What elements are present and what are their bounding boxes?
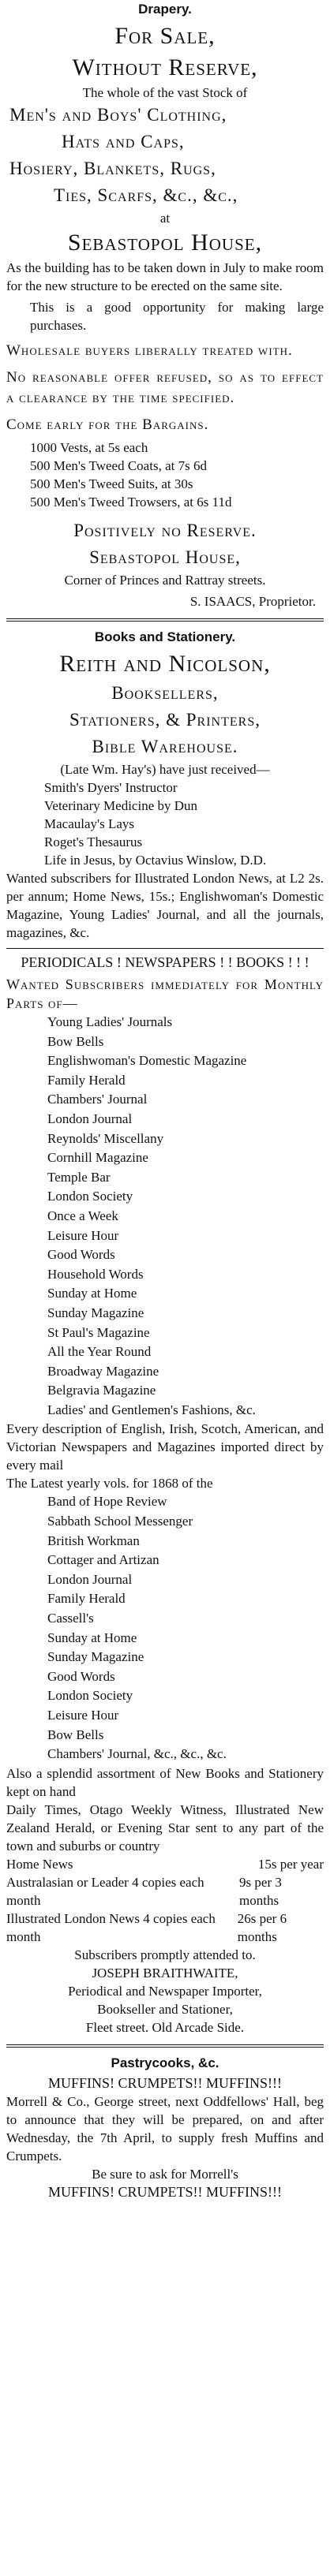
- list-item: Ladies' and Gentlemen's Fashions, &c.: [47, 1402, 256, 1417]
- list-item: Englishwoman's Domestic Magazine: [47, 1053, 247, 1069]
- list-item: Bow Bells: [47, 1727, 104, 1742]
- late-hay-line: (Late Wm. Hay's) have just received—: [60, 762, 270, 777]
- price-value: 9s per 3 months: [239, 1874, 282, 1908]
- stock-intro: The whole of the vast Stock of: [82, 85, 248, 100]
- list-item: Family Herald: [47, 1072, 126, 1088]
- ask-for-morrells: Be sure to ask for Morrell's: [92, 2166, 238, 2182]
- building-notice: As the building has to be taken down in July to make room for the new structure to be erected on the same site.: [6, 260, 324, 293]
- monthly-parts-list: [6, 1013, 324, 1420]
- latest-vols-text: The Latest yearly vols. for 1868 of the: [6, 1476, 213, 1491]
- proprietor-name: JOSEPH BRAITHWAITE,: [92, 1965, 238, 1981]
- list-item: Broadway Magazine: [47, 1363, 159, 1379]
- list-item: Reynolds' Miscellany: [47, 1130, 164, 1146]
- list-item: Family Herald: [47, 1591, 126, 1607]
- list-item: London Journal: [47, 1571, 133, 1587]
- received-item: Veterinary Medicine by Dun: [44, 798, 198, 813]
- list-item: Cornhill Magazine: [47, 1150, 148, 1166]
- received-item: Life in Jesus, by Octavius Winslow, D.D.: [44, 853, 267, 868]
- price-value: 15s per year: [257, 1856, 324, 1872]
- price-label: Home News: [6, 1856, 73, 1872]
- corner-address: Corner of Princes and Rattray streets.: [64, 573, 266, 588]
- positively-no-reserve: Positively no Reserve.: [73, 521, 257, 540]
- morrell-notice: Morrell & Co., George street, next Oddfellows' Hall, beg to announce that they will be prepared, on and after Wednesday, the 7th April, to supply fresh Muffins and Crumpets.: [6, 2093, 324, 2163]
- wanted-intro: Wanted Subscribers immediately for Monthly Parts of—: [6, 976, 324, 1011]
- yearly-vols-list: [6, 1492, 324, 1764]
- list-item: All the Year Round: [47, 1344, 152, 1360]
- received-item: Smith's Dyers' Instructor: [44, 780, 178, 795]
- price-value: 26s per 6 months: [237, 1910, 287, 1944]
- bargain-item: 500 Men's Tweed Coats, at 7s 6d: [30, 458, 207, 473]
- firm-name: Reith and Nicolson,: [59, 651, 271, 677]
- list-item: Bow Bells: [47, 1033, 104, 1049]
- list-item: London Journal: [47, 1111, 133, 1126]
- wholesale-notice: Wholesale buyers liberally treated with.: [6, 342, 293, 359]
- stock-item-hosiery: Hosiery, Blankets, Rugs,: [9, 159, 216, 178]
- list-item: Household Words: [47, 1266, 144, 1282]
- list-item: Sunday Magazine: [47, 1305, 144, 1320]
- no-offer-notice: No reasonable offer refused, so as to effect a clearance by the time specified.: [6, 369, 324, 406]
- list-item: Sunday at Home: [47, 1286, 137, 1301]
- stock-item-hats: Hats and Caps,: [62, 132, 185, 151]
- list-item: Sabbath School Messenger: [47, 1514, 193, 1529]
- list-item: Good Words: [47, 1247, 115, 1263]
- muffins-heading: MUFFINS! CRUMPETS!! MUFFINS!!!: [47, 2074, 283, 2091]
- list-item: Belgravia Magazine: [47, 1383, 156, 1398]
- importer-line: Periodical and Newspaper Importer,: [68, 1983, 262, 1999]
- price-row: [6, 1873, 324, 1910]
- proprietor-signature: S. ISAACS, Proprietor.: [189, 594, 316, 609]
- sebastopol-house-title: Sebastopol House,: [67, 230, 263, 256]
- list-item: Leisure Hour: [47, 1708, 119, 1723]
- list-item: British Workman: [47, 1533, 140, 1548]
- bargain-item: 500 Men's Tweed Suits, at 30s: [30, 476, 193, 491]
- bookseller-line: Bookseller and Stationer,: [97, 2001, 233, 2017]
- section-divider: [6, 618, 324, 622]
- books-heading: Books and Stationery.: [94, 629, 236, 644]
- for-sale-title: For Sale,: [114, 23, 216, 49]
- at-text: at: [159, 211, 171, 226]
- address-line: Fleet street. Old Arcade Side.: [85, 2019, 245, 2035]
- periodicals-heading: PERIODICALS ! NEWSPAPERS ! ! BOOKS ! ! !: [21, 954, 309, 970]
- list-item: Band of Hope Review: [47, 1494, 167, 1510]
- section-divider: [6, 2044, 324, 2048]
- price-row: [6, 1855, 324, 1873]
- muffins-footer: MUFFINS! CRUMPETS!! MUFFINS!!!: [47, 2183, 283, 2200]
- list-item: Sunday Magazine: [47, 1649, 144, 1665]
- list-item: London Society: [47, 1688, 133, 1704]
- price-label: Australasian or Leader 4 copies each month: [6, 1874, 204, 1908]
- without-reserve-title: Without Reserve,: [72, 54, 258, 80]
- list-item: St Paul's Magazine: [47, 1324, 150, 1340]
- subscribers-attended: Subscribers promptly attended to.: [74, 1947, 256, 1962]
- opportunity-notice: This is a good opportunity for making large purchases.: [30, 300, 324, 333]
- drapery-heading: Drapery.: [138, 2, 192, 17]
- list-item: Once a Week: [47, 1208, 118, 1223]
- section-divider: [6, 948, 324, 949]
- list-item: Cottager and Artizan: [47, 1552, 159, 1568]
- booksellers-line: Booksellers,: [111, 683, 219, 703]
- list-item: London Society: [47, 1189, 133, 1204]
- list-item: Young Ladies' Journals: [47, 1014, 173, 1029]
- stock-item-ties: Ties, Scarfs, &c., &c.,: [54, 185, 238, 205]
- list-item: Temple Bar: [47, 1169, 111, 1185]
- wanted-subscribers-text: Wanted subscribers for Illustrated London News, at L2 2s. per annum; Home News, 15s.; Englishwoman's Domestic Magazine, Young Ladies' Journal, and all the journals, magazines, &c.: [6, 871, 324, 940]
- stationers-line: Stationers, & Printers,: [69, 710, 261, 730]
- list-item: Sunday at Home: [47, 1630, 137, 1645]
- sebastopol-house-2: Sebastopol House,: [89, 547, 241, 567]
- stock-item-clothing: Men's and Boys' Clothing,: [9, 105, 227, 125]
- received-item: Macaulay's Lays: [44, 816, 134, 831]
- pastry-heading: Pastrycooks, &c.: [111, 2055, 219, 2070]
- list-item: Chambers' Journal, &c., &c., &c.: [47, 1746, 227, 1762]
- list-item: Cassell's: [47, 1611, 94, 1626]
- price-row: [6, 1910, 324, 1946]
- bible-warehouse-line: Bible Warehouse.: [92, 737, 238, 756]
- list-item: Chambers' Journal: [47, 1092, 148, 1107]
- received-item: Roget's Thesaurus: [44, 834, 143, 849]
- bargain-item: 1000 Vests, at 5s each: [30, 440, 148, 455]
- list-item: Good Words: [47, 1668, 115, 1684]
- every-description-text: Every description of English, Irish, Scotch, American, and Victorian Newspapers and Magazines imported direct by every mail: [6, 1421, 324, 1473]
- price-label: Illustrated London News 4 copies each month: [6, 1910, 216, 1944]
- daily-times-text: Daily Times, Otago Weekly Witness, Illustrated New Zealand Herald, or Evening Star sent to any part of the town and suburbs or country: [6, 1801, 324, 1854]
- list-item: Leisure Hour: [47, 1227, 119, 1243]
- bargain-item: 500 Men's Tweed Trowsers, at 6s 11d: [30, 495, 232, 510]
- also-text: Also a splendid assortment of New Books and Stationery kept on hand: [6, 1765, 324, 1799]
- come-early-notice: Come early for the Bargains.: [6, 416, 209, 433]
